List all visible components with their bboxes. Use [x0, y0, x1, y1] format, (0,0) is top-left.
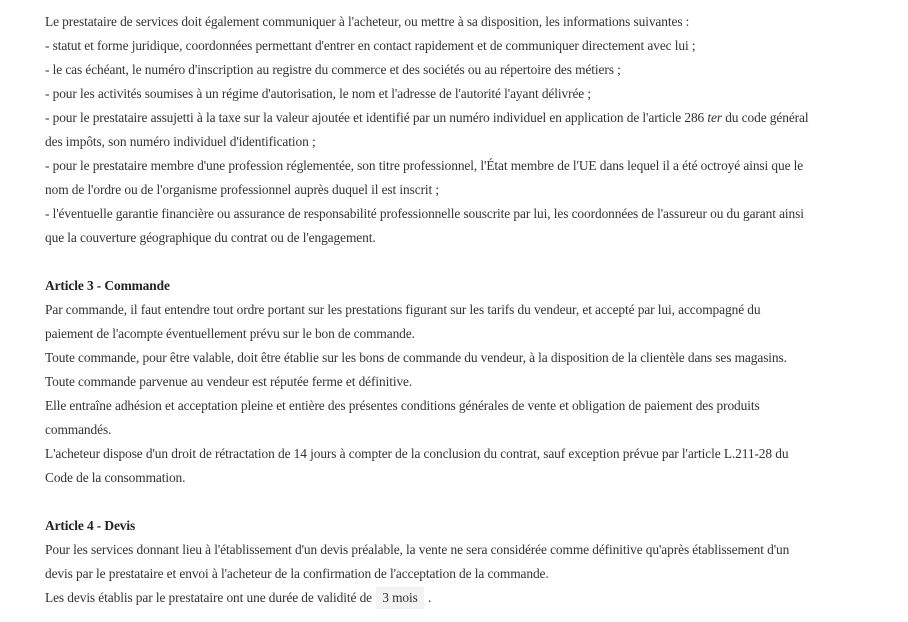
article-3-line-8: Code de la consommation. [45, 470, 186, 485]
intro-line-3: - le cas échéant, le numéro d'inscription au registre du commerce et des sociétés ou au répertoire des métiers ; [45, 62, 621, 77]
article-4-line-1: Pour les services donnant lieu à l'établissement d'un devis préalable, la vente ne sera considérée comme définitive qu'après établissement d'un [45, 542, 790, 557]
article-4-line-2: devis par le prestataire et envoi à l'acheteur de la confirmation de l'acceptation de la commande. [45, 566, 549, 581]
article-3-line-1: Par commande, il faut entendre tout ordre portant sur les prestations figurant sur les tarifs du vendeur, et accepté par lui, accompagné du [45, 302, 761, 317]
intro-line-8: nom de l'ordre ou de l'organisme professionnel auprès duquel il est inscrit ; [45, 182, 440, 197]
article-3-line-6: commandés. [45, 422, 112, 437]
intro-line-7: - pour le prestataire membre d'une profession réglementée, son titre professionnel, l'État membre de l'UE dans lequel il a été octroyé ainsi que le [45, 158, 804, 173]
article-4-line-3-text: Les devis établis par le prestataire ont une durée de validité de [45, 590, 376, 605]
article-3-line-5: Elle entraîne adhésion et acceptation pleine et entière des présentes conditions générales de vente et obligation de paiement des produits [45, 398, 760, 413]
terms-content [45, 10, 865, 610]
section-spacer [45, 250, 865, 274]
intro-line-10: que la couverture géographique du contrat ou de l'engagement. [45, 230, 376, 245]
article-3-line-4: Toute commande parvenue au vendeur est réputée ferme et définitive. [45, 374, 413, 389]
article-3-heading: Article 3 - Commande [45, 278, 170, 293]
intro-section [45, 10, 865, 250]
section-spacer [45, 490, 865, 514]
intro-line-5-text: - pour le prestataire assujetti à la taxe sur la valeur ajoutée et identifié par un numéro individuel en application de l'article 286 [45, 110, 708, 125]
intro-line-5 [45, 106, 865, 130]
intro-line-1: Le prestataire de services doit également communiquer à l'acheteur, ou mettre à sa disposition, les informations suivantes : [45, 14, 690, 29]
intro-line-2: - statut et forme juridique, coordonnées permettant d'entrer en contact rapidement et de communiquer directement avec lui ; [45, 38, 696, 53]
validity-duration-value: 3 mois [376, 587, 424, 609]
article-3-line-2: paiement de l'acompte éventuellement prévu sur le bon de commande. [45, 326, 415, 341]
article-3-section [45, 274, 865, 490]
article-3-line-3: Toute commande, pour être valable, doit être établie sur les bons de commande du vendeur, à la disposition de la clientèle dans ses magasins. [45, 350, 787, 365]
article-4-line-3-tail: . [424, 590, 432, 605]
article-4-section [45, 514, 865, 610]
intro-line-5-tail: du code général [721, 110, 809, 125]
article-4-line-3 [45, 586, 865, 610]
intro-line-5-ter: ter [707, 110, 722, 125]
intro-line-4: - pour les activités soumises à un régime d'autorisation, le nom et l'adresse de l'autorité l'ayant délivrée ; [45, 86, 592, 101]
intro-line-9: - l'éventuelle garantie financière ou assurance de responsabilité professionnelle souscrite par lui, les coordonnées de l'assureur ou du garant ainsi [45, 206, 804, 221]
intro-line-6: des impôts, son numéro individuel d'identification ; [45, 134, 316, 149]
article-3-line-7: L'acheteur dispose d'un droit de rétractation de 14 jours à compter de la conclusion du contrat, sauf exception prévue par l'article L.211-28 du [45, 446, 789, 461]
article-4-heading: Article 4 - Devis [45, 518, 136, 533]
